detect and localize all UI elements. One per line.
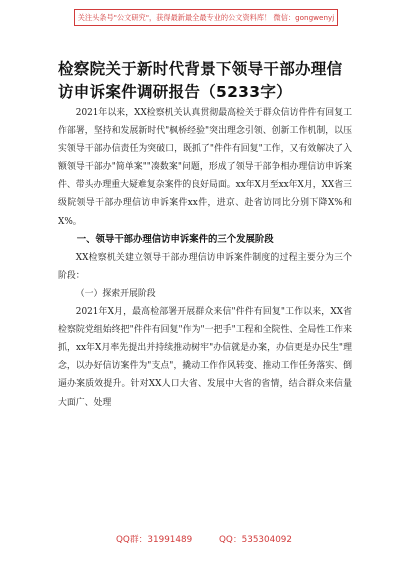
section-intro-paragraph: XX检察机关建立领导干部办理信访申诉案件制度的过程主要分为三个阶段： xyxy=(58,252,352,281)
document-body xyxy=(58,104,352,412)
subsection-heading: （一）探索开展阶段 xyxy=(75,288,156,299)
document-title: 检察院关于新时代背景下领导干部办理信访申诉案件调研报告（5233字） xyxy=(58,60,343,101)
section-heading: 一、领导干部办理信访申诉案件的三个发展阶段 xyxy=(76,233,274,245)
qq-text: QQ：535304092 xyxy=(218,535,293,545)
qq-group-text: QQ群：31991489 xyxy=(115,535,193,545)
subsection-paragraph: 2021年X月，最高检部署开展群众来信"件件有回复"工作以来，XX省检察院党组始终把"件件有回复"作为"一把手"工程和全院性、全局性工作来抓，xx年X月率先提出并持续推动树牢"办信就是办案，办信更是办民生"理念，以办好信访案件为"支点"，撬动工作作风转变、推动工作任务落实、倒逼办案质效提升。针对XX人口大省、发展中大省的省情，结合群众来信量大面广、处理 xyxy=(58,307,352,408)
promo-banner: 关注头条号"公文研究"，获得最新最全最专业的公文资料库！ 微信：gongwenyj xyxy=(74,9,338,26)
intro-paragraph: 2021年以来，XX检察机关认真贯彻最高检关于群众信访件件有回复工作部署，坚持和发展新时代"枫桥经验"突出理念引领、创新工作机制，以压实领导干部办信责任为突破口，既抓了"件件有回复"工作，又有效解决了入额领导干部办"简单案""凑数案"问题，形成了领导干部争相办理信访申诉案件、带头办理重大疑难复杂案件的良好局面。xx年X月至xx年X月，XX省三级院领导干部办理信访申诉案件xx件，进京、赴省访同比分别下降X%和X%。 xyxy=(58,108,352,227)
contact-footer xyxy=(0,531,408,549)
